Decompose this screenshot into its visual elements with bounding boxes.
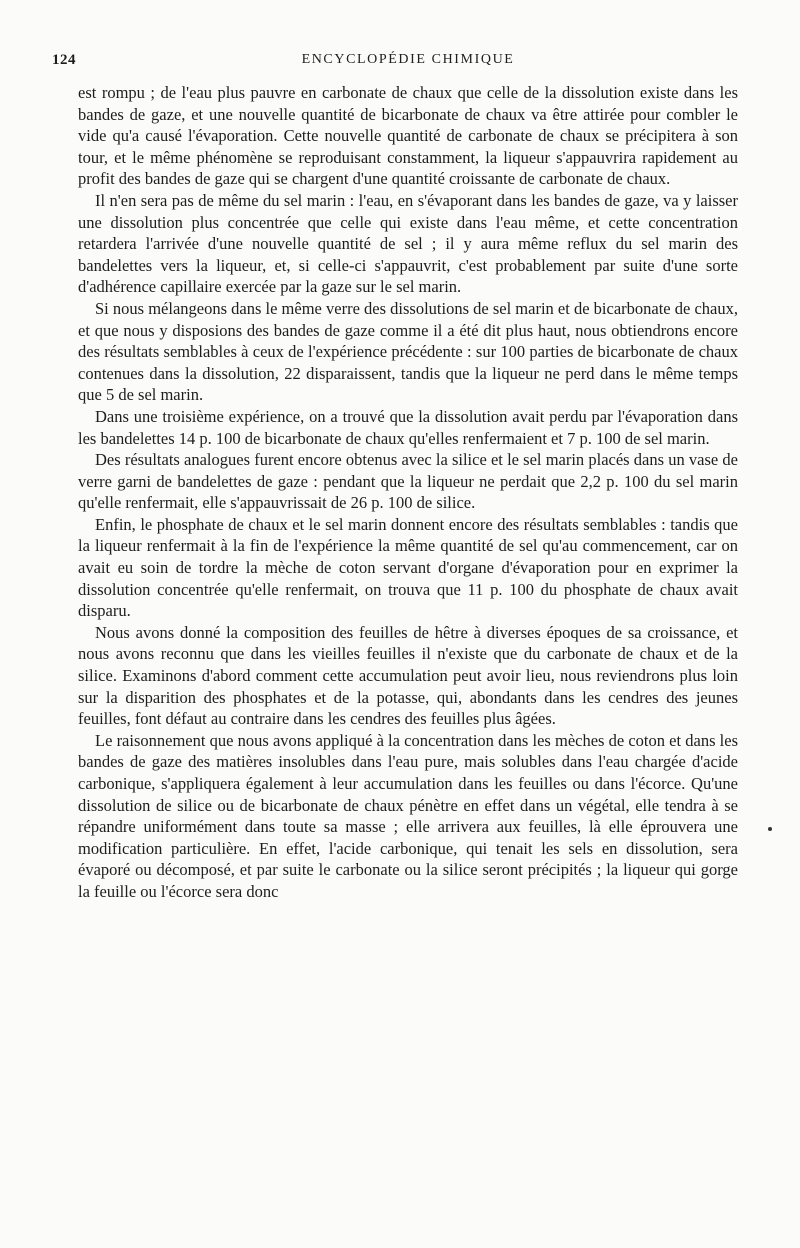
page-number: 124 [52, 52, 76, 68]
margin-speck [768, 827, 772, 831]
paragraph: est rompu ; de l'eau plus pauvre en carbonate de chaux que celle de la dissolution existe dans les bandes de gaze, et une nouvelle quantité de bicarbonate de chaux va être attirée pour combler le vide qu'a causé l'évaporation. Cette nouvelle quantité de carbonate de chaux se précipitera à son tour, et le même phénomène se reproduisant constamment, la liqueur s'appauvrira rapidement au profit des bandes de gaze qui se chargent d'une quantité croissante de carbonate de chaux. [78, 83, 738, 189]
paragraph: Des résultats analogues furent encore obtenus avec la silice et le sel marin placés dans un vase de verre garni de bandelettes de gaze : pendant que la liqueur ne perdait que 2,2 p. 100 du sel marin qu'elle renfermait, elle s'appauvrissait de 26 p. 100 de silice. [78, 450, 738, 513]
page [52, 52, 738, 903]
paragraph: Si nous mélangeons dans le même verre des dissolutions de sel marin et de bicarbonate de chaux, et que nous y disposions des bandes de gaze comme il a été dit plus haut, nous obtiendrons encore des résultats semblables à ceux de l'expérience précédente : sur 100 parties de bicarbonate de chaux contenues dans la dissolution, 22 disparaissent, tandis que la liqueur ne perd dans le même temps que 5 de sel marin. [78, 298, 738, 405]
paragraph: Enfin, le phosphate de chaux et le sel marin donnent encore des résultats semblables : tandis que la liqueur renfermait à la fin de l'expérience la même quantité de sel qu'au commencement, car on avait eu soin de tordre la mèche de coton servant d'organe d'évaporation pour en exprimer la dissolution concentrée qu'elle renfermait, on trouva que 11 p. 100 du phosphate de chaux avait disparu. [78, 514, 738, 621]
paragraph: Nous avons donné la composition des feuilles de hêtre à diverses époques de sa croissance, et nous avons reconnu que dans les vieilles feuilles il n'existe que du carbonate de chaux et de la silice. Examinons d'abord comment cette accumulation peut avoir lieu, nous reviendrons plus loin sur la disparition des phosphates et de la potasse, qui, abondants dans les cendres des jeunes feuilles, font défaut au contraire dans les cendres des feuilles plus âgées. [78, 622, 738, 729]
paragraph: Dans une troisième expérience, on a trouvé que la dissolution avait perdu par l'évaporation dans les bandelettes 14 p. 100 de bicarbonate de chaux qu'elles renfermaient et 7 p. 100 de sel marin. [78, 406, 738, 448]
page-header [52, 52, 738, 82]
body-text [78, 82, 738, 903]
running-title: ENCYCLOPÉDIE CHIMIQUE [301, 52, 515, 67]
paragraph: Il n'en sera pas de même du sel marin : l'eau, en s'évaporant dans les bandes de gaze, va y laisser une dissolution plus concentrée que celle qui existe dans l'eau même, et cette concentration retardera l'arrivée d'une nouvelle quantité de sel ; il y aura même reflux du sel marin des bandelettes vers la liqueur, et, si celle-ci s'appauvrit, c'est probablement par suite d'une sorte d'adhérence capillaire exercée par la gaze sur le sel marin. [78, 190, 738, 297]
paragraph: Le raisonnement que nous avons appliqué à la concentration dans les mèches de coton et dans les bandes de gaze des matières insolubles dans l'eau pure, mais solubles dans l'eau chargée d'acide carbonique, s'appliquera également à leur accumulation dans les feuilles ou dans l'écorce. Qu'une dissolution de silice ou de bicarbonate de chaux pénètre en effet dans un végétal, elle tendra à se répandre uniformément dans toute sa masse ; elle arrivera aux feuilles, là elle éprouvera une modification particulière. En effet, l'acide carbonique, qui tenait les sels en dissolution, sera évaporé ou décomposé, et par suite le carbonate ou la silice seront précipités ; la liqueur qui gorge la feuille ou l'écorce sera donc [78, 730, 738, 901]
